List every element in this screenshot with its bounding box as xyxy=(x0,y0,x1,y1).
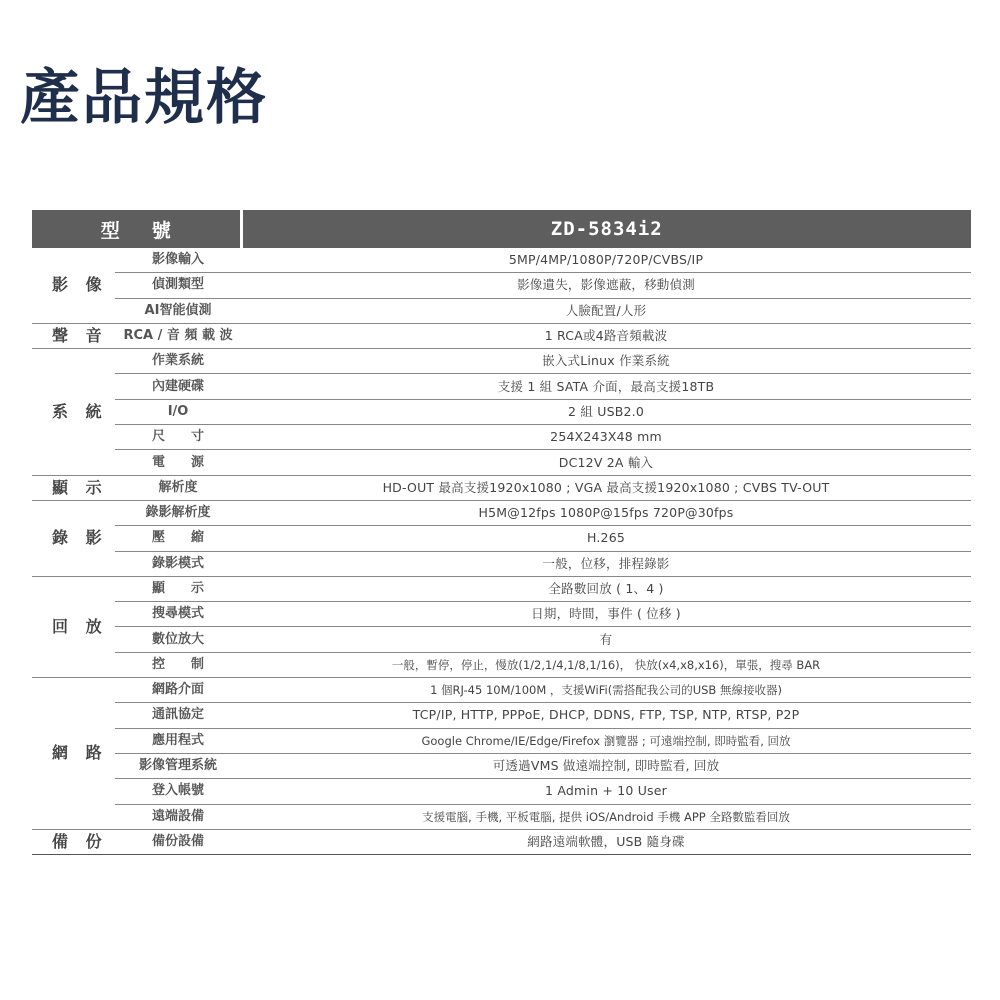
table-row xyxy=(32,627,971,652)
spec-value: H5M@12fps 1080P@15fps 720P@30fps xyxy=(241,500,971,525)
spec-value: 支援 1 組 SATA 介面，最高支援18TB xyxy=(241,374,971,399)
spec-value: 5MP/4MP/1080P/720P/CVBS/IP xyxy=(241,248,971,273)
category-cell: 系 統 xyxy=(32,349,115,475)
table-row xyxy=(32,273,971,298)
spec-label: 備份設備 xyxy=(115,829,241,854)
category-cell: 顯 示 xyxy=(32,475,115,500)
spec-value: 日期，時間，事件 ( 位移 ) xyxy=(241,602,971,627)
spec-table xyxy=(32,210,971,855)
table-header-row xyxy=(32,210,971,248)
table-row xyxy=(32,298,971,323)
table-row xyxy=(32,829,971,854)
table-row xyxy=(32,551,971,576)
table-row xyxy=(32,500,971,525)
spec-value: 嵌入式Linux 作業系統 xyxy=(241,349,971,374)
spec-label: 網路介面 xyxy=(115,678,241,703)
table-row xyxy=(32,399,971,424)
spec-label: 影像輸入 xyxy=(115,248,241,273)
page-title: 產品規格 xyxy=(20,63,268,133)
table-row xyxy=(32,374,971,399)
spec-value: 1 Admin + 10 User xyxy=(241,779,971,804)
table-row xyxy=(32,349,971,374)
spec-label: 登入帳號 xyxy=(115,779,241,804)
spec-value: H.265 xyxy=(241,526,971,551)
table-row xyxy=(32,728,971,753)
spec-value: HD-OUT 最高支援1920x1080 ; VGA 最高支援1920x1080 ; CVBS TV-OUT xyxy=(241,475,971,500)
spec-value: 2 組 USB2.0 xyxy=(241,399,971,424)
table-row xyxy=(32,703,971,728)
spec-label: 控 制 xyxy=(115,652,241,677)
spec-value: 全路數回放 ( 1、4 ) xyxy=(241,576,971,601)
category-cell: 回 放 xyxy=(32,576,115,677)
spec-label: 解析度 xyxy=(115,475,241,500)
spec-label: 壓 縮 xyxy=(115,526,241,551)
spec-label: 偵測類型 xyxy=(115,273,241,298)
spec-value: 一般，暫停，停止，慢放(1/2,1/4,1/8,1/16)， 快放(x4,x8,x16)，單張，搜尋 BAR xyxy=(241,652,971,677)
spec-label: 顯 示 xyxy=(115,576,241,601)
table-row xyxy=(32,425,971,450)
table-row xyxy=(32,526,971,551)
spec-value: TCP/IP, HTTP, PPPoE, DHCP, DDNS, FTP, TSP, NTP, RTSP, P2P xyxy=(241,703,971,728)
spec-value: 可透過VMS 做遠端控制, 即時監看, 回放 xyxy=(241,753,971,778)
table-row xyxy=(32,779,971,804)
table-row xyxy=(32,652,971,677)
table-row xyxy=(32,450,971,475)
spec-value: Google Chrome/IE/Edge/Firefox 瀏覽器 ; 可遠端控制, 即時監看, 回放 xyxy=(241,728,971,753)
spec-label: 內建硬碟 xyxy=(115,374,241,399)
spec-table-body xyxy=(32,248,971,855)
spec-label: AI智能偵測 xyxy=(115,298,241,323)
table-row xyxy=(32,678,971,703)
table-row xyxy=(32,804,971,829)
spec-value: 人臉配置/人形 xyxy=(241,298,971,323)
spec-value: 影像遺失，影像遮蔽，移動偵測 xyxy=(241,273,971,298)
spec-value: 1 個RJ-45 10M/100M ，支援WiFi(需搭配我公司的USB 無線接收器) xyxy=(241,678,971,703)
spec-label: 錄影解析度 xyxy=(115,500,241,525)
spec-label: 電 源 xyxy=(115,450,241,475)
category-cell: 網 路 xyxy=(32,678,115,830)
spec-label: 遠端設備 xyxy=(115,804,241,829)
table-row xyxy=(32,576,971,601)
category-cell: 聲 音 xyxy=(32,323,115,348)
table-row xyxy=(32,753,971,778)
spec-label: 尺 寸 xyxy=(115,425,241,450)
spec-label: 錄影模式 xyxy=(115,551,241,576)
spec-label: 影像管理系統 xyxy=(115,753,241,778)
spec-value: DC12V 2A 輸入 xyxy=(241,450,971,475)
spec-value: 254X243X48 mm xyxy=(241,425,971,450)
spec-value: 支援電腦, 手機, 平板電腦, 提供 iOS/Android 手機 APP 全路數監看回放 xyxy=(241,804,971,829)
spec-value: 網路遠端軟體，USB 隨身碟 xyxy=(241,829,971,854)
category-cell: 備 份 xyxy=(32,829,115,854)
spec-label: 搜尋模式 xyxy=(115,602,241,627)
spec-label: I/O xyxy=(115,399,241,424)
spec-label: 通訊協定 xyxy=(115,703,241,728)
spec-label: 作業系統 xyxy=(115,349,241,374)
category-cell: 錄 影 xyxy=(32,500,115,576)
category-cell: 影 像 xyxy=(32,248,115,323)
spec-value: 1 RCA或4路音頻載波 xyxy=(241,323,971,348)
table-row xyxy=(32,248,971,273)
table-row xyxy=(32,475,971,500)
spec-label: 應用程式 xyxy=(115,728,241,753)
spec-value: 一般，位移，排程錄影 xyxy=(241,551,971,576)
model-number: ZD-5834i2 xyxy=(241,210,971,248)
model-header-label: 型號 xyxy=(32,210,241,248)
table-row xyxy=(32,602,971,627)
spec-label: RCA / 音 頻 載 波 xyxy=(115,323,241,348)
spec-value: 有 xyxy=(241,627,971,652)
spec-label: 數位放大 xyxy=(115,627,241,652)
table-row xyxy=(32,323,971,348)
